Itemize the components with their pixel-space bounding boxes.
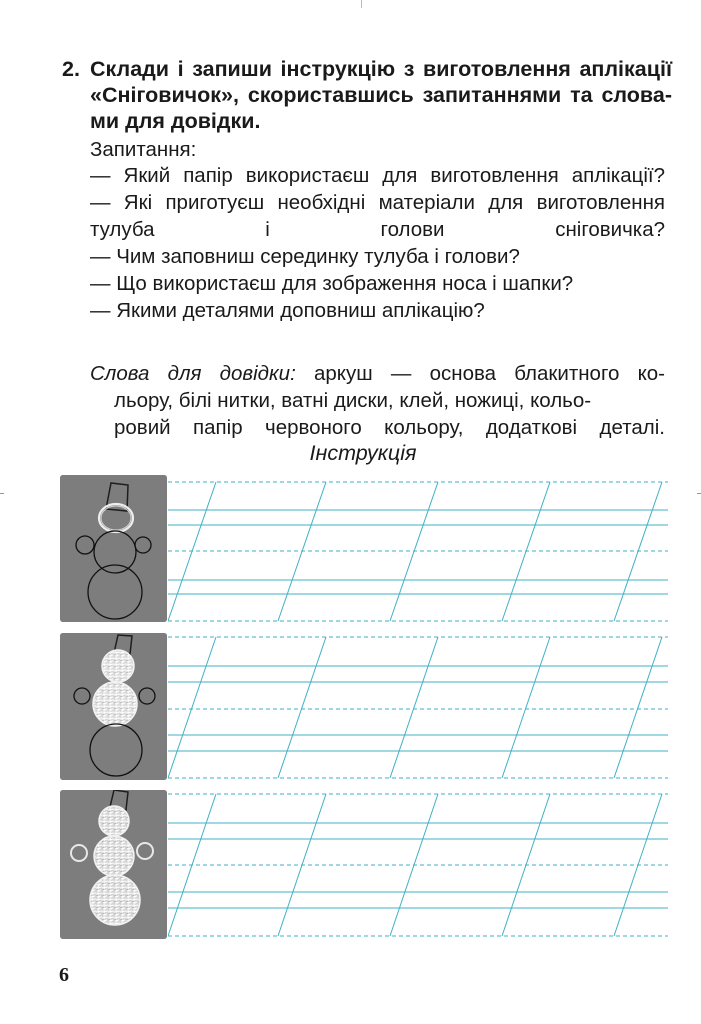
question-item: — Чим заповниш серединку тулуба і голови? <box>90 245 520 268</box>
task-title: Склади і запиши інструкцію з виготовлення аплікації «Сніговичок», скориставшись запитаннями та словами для довідки. <box>90 57 672 133</box>
snowman-outline-photo <box>60 475 167 622</box>
task-heading <box>62 56 672 134</box>
snowman-filled-photo <box>60 790 167 939</box>
question-item: — Які приготуєш необхідні матеріали для виготовлення тулуба і голови сніговичка? <box>90 191 665 241</box>
crop-mark-right <box>697 493 701 494</box>
questions-label: Запитання: <box>90 138 197 161</box>
question-item: — Що використаєш для зображення носа і шапки? <box>90 272 574 295</box>
snowman-partial-fill-photo <box>60 633 167 780</box>
reference-lead: аркуш — основа блакитного ко- <box>313 362 666 385</box>
reference-line: льору, білі нитки, ватні диски, клей, ножиці, кольо- <box>114 389 592 412</box>
question-item: — Який папір використаєш для виготовлення аплікації? <box>90 164 665 187</box>
writing-lines-step-2 <box>168 634 668 780</box>
instruction-title: Інструкція <box>309 441 417 465</box>
writing-lines-step-3 <box>168 791 668 939</box>
crop-mark-top <box>361 0 362 8</box>
questions-list <box>90 162 665 324</box>
question-item: — Якими деталями доповниш аплікацію? <box>90 299 485 322</box>
crop-mark-left <box>0 493 4 494</box>
reference-line: ровий папір червоного кольору, додаткові деталі. <box>114 416 665 439</box>
task-number: 2. <box>62 57 80 81</box>
reference-words <box>90 360 665 441</box>
reference-label: Слова для довідки: <box>90 362 296 385</box>
writing-lines-step-1 <box>168 476 668 623</box>
page-number: 6 <box>59 964 69 986</box>
